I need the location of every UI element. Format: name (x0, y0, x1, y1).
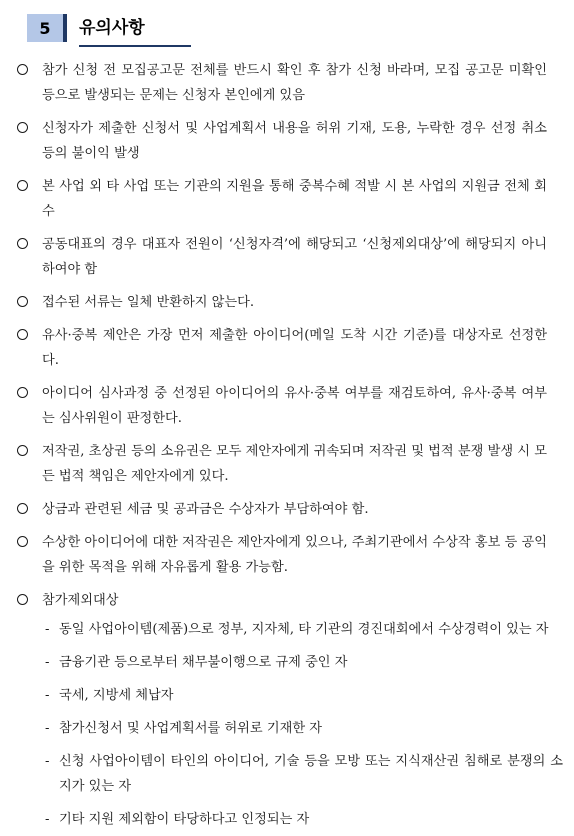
dash-bullet: - (45, 812, 50, 827)
exclusion-item (45, 650, 563, 675)
circle-bullet-icon (17, 64, 28, 75)
notice-item (0, 290, 574, 315)
notice-text: 참가 신청 전 모집공고문 전체를 반드시 확인 후 참가 신청 바라며, 모집 공고문 미확인 등으로 발생되는 문제는 신청자 본인에게 있음 (42, 63, 547, 103)
notice-item (0, 497, 574, 522)
notice-item (0, 381, 574, 431)
dash-bullet: - (45, 754, 50, 769)
dash-bullet: - (45, 688, 50, 703)
exclusion-item (45, 716, 563, 741)
circle-bullet-icon (17, 594, 28, 605)
notice-item (0, 232, 574, 282)
circle-bullet-icon (17, 503, 28, 514)
exclusion-text: 기타 지원 제외함이 타당하다고 인정되는 자 (59, 812, 310, 827)
notice-text: 공동대표의 경우 대표자 전원이 ‘신청자격’에 해당되고 ‘신청제외대상’에 해당되지 아니하여야 함 (42, 237, 547, 277)
notice-text: 본 사업 외 타 사업 또는 기관의 지원을 통해 중복수혜 적발 시 본 사업의 지원금 전체 회수 (42, 179, 547, 219)
circle-bullet-icon (17, 387, 28, 398)
notice-text: 신청자가 제출한 신청서 및 사업계획서 내용을 허위 기재, 도용, 누락한 경우 선정 취소 등의 불이익 발생 (42, 121, 547, 161)
circle-bullet-icon (17, 329, 28, 340)
circle-bullet-icon (17, 122, 28, 133)
title-underline (79, 45, 191, 47)
circle-bullet-icon (17, 238, 28, 249)
exclusion-text: 신청 사업아이템이 타인의 아이디어, 기술 등을 모방 또는 지식재산권 침해로 분쟁의 소지가 있는 자 (59, 754, 563, 794)
notice-text: 저작권, 초상권 등의 소유권은 모두 제안자에게 귀속되며 저작권 및 법적 분쟁 발생 시 모든 법적 책임은 제안자에게 있다. (42, 444, 547, 484)
exclusion-item (45, 749, 563, 799)
dash-bullet: - (45, 622, 50, 637)
notice-item (0, 323, 574, 373)
notice-text: 참가제외대상 (42, 593, 119, 608)
notice-item (0, 58, 574, 108)
dash-bullet: - (45, 655, 50, 670)
notice-item (0, 439, 574, 489)
exclusion-item (45, 617, 563, 642)
exclusion-text: 국세, 지방세 체납자 (59, 688, 174, 703)
notice-text: 아이디어 심사과정 중 선정된 아이디어의 유사·중복 여부를 재검토하여, 유사·중복 여부는 심사위원이 판정한다. (42, 386, 547, 426)
section-number: 5 (27, 14, 67, 42)
notice-text: 수상한 아이디어에 대한 저작권은 제안자에게 있으나, 주최기관에서 수상작 홍보 등 공익을 위한 목적을 위해 자유롭게 활용 가능함. (42, 535, 547, 575)
section-title: 유의사항 (79, 18, 145, 38)
exclusion-text: 금융기관 등으로부터 채무불이행으로 규제 중인 자 (59, 655, 348, 670)
circle-bullet-icon (17, 536, 28, 547)
dash-bullet: - (45, 721, 50, 736)
notice-item (0, 530, 574, 580)
notice-text: 유사·중복 제안은 가장 먼저 제출한 아이디어(메일 도착 시간 기준)를 대상자로 선정한다. (42, 328, 547, 368)
notice-item (0, 174, 574, 224)
circle-bullet-icon (17, 180, 28, 191)
circle-bullet-icon (17, 296, 28, 307)
notice-text: 접수된 서류는 일체 반환하지 않는다. (42, 295, 255, 310)
notice-item (0, 116, 574, 166)
notice-text: 상금과 관련된 세금 및 공과금은 수상자가 부담하여야 함. (42, 502, 369, 517)
exclusion-text: 동일 사업아이템(제품)으로 정부, 지자체, 타 기관의 경진대회에서 수상경력이 있는 자 (59, 622, 549, 637)
exclusion-item (45, 807, 563, 832)
circle-bullet-icon (17, 445, 28, 456)
exclusion-text: 참가신청서 및 사업계획서를 허위로 기재한 자 (59, 721, 323, 736)
exclusion-item (45, 683, 563, 708)
notice-item (0, 588, 574, 613)
notice-list (0, 58, 574, 832)
